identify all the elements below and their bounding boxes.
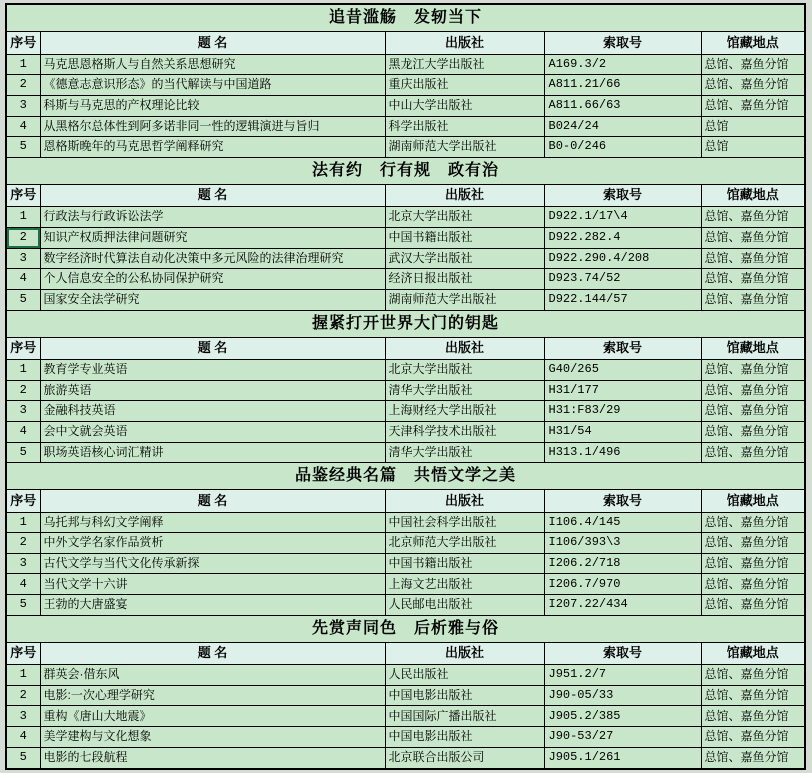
publisher-cell[interactable]: 上海财经大学出版社 (385, 401, 544, 422)
column-header[interactable]: 馆藏地点 (701, 32, 805, 54)
call-number-cell[interactable]: J90-05/33 (544, 685, 701, 706)
publisher-cell[interactable]: 武汉大学出版社 (385, 248, 544, 269)
publisher-cell[interactable]: 上海文艺出版社 (385, 574, 544, 595)
column-header[interactable]: 馆藏地点 (701, 337, 805, 359)
column-header[interactable]: 题 名 (40, 490, 385, 512)
book-title-cell[interactable]: 乌托邦与科幻文学阐释 (40, 512, 385, 533)
publisher-cell[interactable]: 中国国际广播出版社 (385, 706, 544, 727)
publisher-cell[interactable]: 人民邮电出版社 (385, 595, 544, 616)
call-number-cell[interactable]: D922.282.4 (544, 227, 701, 248)
publisher-cell[interactable]: 黑龙江大学出版社 (385, 54, 544, 75)
call-number-cell[interactable]: J905.1/261 (544, 747, 701, 769)
book-title-cell[interactable]: 马克思恩格斯人与自然关系思想研究 (40, 54, 385, 75)
publisher-cell[interactable]: 中国书籍出版社 (385, 553, 544, 574)
publisher-cell[interactable]: 北京大学出版社 (385, 207, 544, 228)
table-row (6, 401, 805, 422)
section-title[interactable]: 先赏声同色 后析雅与俗 (6, 615, 805, 642)
index-cell[interactable]: 5 (6, 442, 40, 463)
location-cell[interactable]: 总馆、嘉鱼分馆 (701, 553, 805, 574)
column-header-row (6, 337, 805, 359)
section-title-row (6, 4, 805, 32)
location-cell[interactable]: 总馆、嘉鱼分馆 (701, 685, 805, 706)
column-header[interactable]: 序号 (6, 184, 40, 206)
location-cell[interactable]: 总馆、嘉鱼分馆 (701, 269, 805, 290)
table-row (6, 137, 805, 158)
book-title-cell[interactable]: 科斯与马克思的产权理论比较 (40, 95, 385, 116)
book-title-cell[interactable]: 《德意志意识形态》的当代解读与中国道路 (40, 75, 385, 96)
publisher-cell[interactable]: 北京师范大学出版社 (385, 533, 544, 554)
column-header[interactable]: 索取号 (544, 490, 701, 512)
call-number-cell[interactable]: A811.21/66 (544, 75, 701, 96)
column-header-row (6, 184, 805, 206)
table-row (6, 227, 805, 248)
index-cell[interactable]: 4 (6, 269, 40, 290)
table-row (6, 727, 805, 748)
section-title-row (6, 463, 805, 490)
book-title-cell[interactable]: 王勃的大唐盛宴 (40, 595, 385, 616)
section-title[interactable]: 追昔滥觞 发轫当下 (6, 4, 805, 32)
index-cell-selected[interactable]: 2 (6, 227, 40, 248)
index-cell[interactable]: 1 (6, 512, 40, 533)
call-number-cell[interactable]: B0-0/246 (544, 137, 701, 158)
table-row (6, 207, 805, 228)
section-title-row (6, 157, 805, 184)
publisher-cell[interactable]: 经济日报出版社 (385, 269, 544, 290)
table-row (6, 269, 805, 290)
book-title-cell[interactable]: 旅游英语 (40, 380, 385, 401)
book-title-cell[interactable]: 行政法与行政诉讼法学 (40, 207, 385, 228)
call-number-cell[interactable]: H31:F83/29 (544, 401, 701, 422)
location-cell[interactable]: 总馆、嘉鱼分馆 (701, 706, 805, 727)
index-cell[interactable]: 3 (6, 553, 40, 574)
call-number-cell[interactable]: J905.2/385 (544, 706, 701, 727)
call-number-cell[interactable]: D922.144/57 (544, 289, 701, 310)
column-header[interactable]: 索取号 (544, 642, 701, 664)
publisher-cell[interactable]: 中国电影出版社 (385, 685, 544, 706)
publisher-cell[interactable]: 北京大学出版社 (385, 359, 544, 380)
index-cell[interactable]: 3 (6, 401, 40, 422)
location-cell[interactable]: 总馆、嘉鱼分馆 (701, 512, 805, 533)
index-cell[interactable]: 2 (6, 75, 40, 96)
location-cell[interactable]: 总馆、嘉鱼分馆 (701, 574, 805, 595)
call-number-cell[interactable]: G40/265 (544, 359, 701, 380)
index-cell[interactable]: 1 (6, 207, 40, 228)
table-row (6, 421, 805, 442)
location-cell[interactable]: 总馆、嘉鱼分馆 (701, 533, 805, 554)
column-header[interactable]: 题 名 (40, 337, 385, 359)
location-cell[interactable]: 总馆、嘉鱼分馆 (701, 665, 805, 686)
book-title-cell[interactable]: 群英会·借东风 (40, 665, 385, 686)
call-number-cell[interactable]: D923.74/52 (544, 269, 701, 290)
location-cell[interactable]: 总馆、嘉鱼分馆 (701, 595, 805, 616)
section-title-row (6, 615, 805, 642)
location-cell[interactable]: 总馆、嘉鱼分馆 (701, 380, 805, 401)
table-row (6, 442, 805, 463)
column-header-row (6, 490, 805, 512)
location-cell[interactable]: 总馆、嘉鱼分馆 (701, 359, 805, 380)
table-row (6, 574, 805, 595)
book-title-cell[interactable]: 职场英语核心词汇精讲 (40, 442, 385, 463)
call-number-cell[interactable]: H31/54 (544, 421, 701, 442)
publisher-cell[interactable]: 人民出版社 (385, 665, 544, 686)
book-title-cell[interactable]: 电影:一次心理学研究 (40, 685, 385, 706)
index-cell[interactable]: 2 (6, 533, 40, 554)
column-header[interactable]: 序号 (6, 32, 40, 54)
book-title-cell[interactable]: 数字经济时代算法自动化决策中多元风险的法律治理研究 (40, 248, 385, 269)
book-title-cell[interactable]: 恩格斯晚年的马克思哲学阐释研究 (40, 137, 385, 158)
publisher-cell[interactable]: 中山大学出版社 (385, 95, 544, 116)
book-title-cell[interactable]: 个人信息安全的公私协同保护研究 (40, 269, 385, 290)
call-number-cell[interactable]: A811.66/63 (544, 95, 701, 116)
book-title-cell[interactable]: 重构《唐山大地震》 (40, 706, 385, 727)
call-number-cell[interactable]: D922.1/17\4 (544, 207, 701, 228)
table-row (6, 706, 805, 727)
section-title[interactable]: 品鉴经典名篇 共悟文学之美 (6, 463, 805, 490)
call-number-cell[interactable]: H31/177 (544, 380, 701, 401)
library-booklist-table (5, 3, 806, 770)
index-cell[interactable]: 4 (6, 116, 40, 137)
book-title-cell[interactable]: 知识产权质押法律问题研究 (40, 227, 385, 248)
index-cell[interactable]: 5 (6, 595, 40, 616)
call-number-cell[interactable]: J951.2/7 (544, 665, 701, 686)
location-cell[interactable]: 总馆 (701, 137, 805, 158)
book-title-cell[interactable]: 从黑格尔总体性到阿多诺非同一性的逻辑演进与旨归 (40, 116, 385, 137)
index-cell[interactable]: 2 (6, 380, 40, 401)
call-number-cell[interactable]: I207.22/434 (544, 595, 701, 616)
table-row (6, 685, 805, 706)
location-cell[interactable]: 总馆、嘉鱼分馆 (701, 227, 805, 248)
location-cell[interactable]: 总馆 (701, 116, 805, 137)
table-row (6, 380, 805, 401)
column-header-row (6, 642, 805, 664)
publisher-cell[interactable]: 中国电影出版社 (385, 727, 544, 748)
book-title-cell[interactable]: 电影的七段航程 (40, 747, 385, 769)
call-number-cell[interactable]: H313.1/496 (544, 442, 701, 463)
publisher-cell[interactable]: 北京联合出版公司 (385, 747, 544, 769)
publisher-cell[interactable]: 清华大学出版社 (385, 380, 544, 401)
call-number-cell[interactable]: D922.290.4/208 (544, 248, 701, 269)
index-cell[interactable]: 1 (6, 665, 40, 686)
column-header[interactable]: 索取号 (544, 184, 701, 206)
index-cell[interactable]: 1 (6, 54, 40, 75)
location-cell[interactable]: 总馆、嘉鱼分馆 (701, 75, 805, 96)
book-title-cell[interactable]: 国家安全法学研究 (40, 289, 385, 310)
index-cell[interactable]: 3 (6, 706, 40, 727)
column-header[interactable]: 序号 (6, 642, 40, 664)
section-title-row (6, 310, 805, 337)
location-cell[interactable]: 总馆、嘉鱼分馆 (701, 95, 805, 116)
publisher-cell[interactable]: 天津科学技术出版社 (385, 421, 544, 442)
index-cell[interactable]: 5 (6, 289, 40, 310)
table-row (6, 665, 805, 686)
location-cell[interactable]: 总馆、嘉鱼分馆 (701, 401, 805, 422)
book-title-cell[interactable]: 当代文学十六讲 (40, 574, 385, 595)
table-row (6, 289, 805, 310)
publisher-cell[interactable]: 科学出版社 (385, 116, 544, 137)
index-cell[interactable]: 4 (6, 727, 40, 748)
column-header[interactable]: 索取号 (544, 32, 701, 54)
location-cell[interactable]: 总馆、嘉鱼分馆 (701, 54, 805, 75)
column-header[interactable]: 题 名 (40, 642, 385, 664)
publisher-cell[interactable]: 湖南师范大学出版社 (385, 289, 544, 310)
column-header[interactable]: 序号 (6, 490, 40, 512)
publisher-cell[interactable]: 湖南师范大学出版社 (385, 137, 544, 158)
book-title-cell[interactable]: 古代文学与当代文化传承新探 (40, 553, 385, 574)
column-header-row (6, 32, 805, 54)
index-cell[interactable]: 1 (6, 359, 40, 380)
publisher-cell[interactable]: 中国社会科学出版社 (385, 512, 544, 533)
location-cell[interactable]: 总馆、嘉鱼分馆 (701, 747, 805, 769)
table-row (6, 595, 805, 616)
call-number-cell[interactable]: I206.2/718 (544, 553, 701, 574)
book-title-cell[interactable]: 中外文学名家作品赏析 (40, 533, 385, 554)
column-header[interactable]: 出版社 (385, 490, 544, 512)
call-number-cell[interactable]: I206.7/970 (544, 574, 701, 595)
table-row (6, 359, 805, 380)
publisher-cell[interactable]: 中国书籍出版社 (385, 227, 544, 248)
column-header[interactable]: 序号 (6, 337, 40, 359)
publisher-cell[interactable]: 清华大学出版社 (385, 442, 544, 463)
table-row (6, 75, 805, 96)
column-header[interactable]: 题 名 (40, 184, 385, 206)
location-cell[interactable]: 总馆、嘉鱼分馆 (701, 248, 805, 269)
call-number-cell[interactable]: I106.4/145 (544, 512, 701, 533)
location-cell[interactable]: 总馆、嘉鱼分馆 (701, 421, 805, 442)
column-header[interactable]: 题 名 (40, 32, 385, 54)
table-row (6, 248, 805, 269)
index-cell[interactable]: 3 (6, 95, 40, 116)
section-title[interactable]: 法有约 行有规 政有治 (6, 157, 805, 184)
index-cell[interactable]: 4 (6, 421, 40, 442)
table-row (6, 553, 805, 574)
table-row (6, 116, 805, 137)
column-header[interactable]: 馆藏地点 (701, 184, 805, 206)
index-cell[interactable]: 5 (6, 747, 40, 769)
column-header[interactable]: 馆藏地点 (701, 490, 805, 512)
book-title-cell[interactable]: 美学建构与文化想象 (40, 727, 385, 748)
index-cell[interactable]: 2 (6, 685, 40, 706)
table-row (6, 512, 805, 533)
location-cell[interactable]: 总馆、嘉鱼分馆 (701, 207, 805, 228)
column-header[interactable]: 索取号 (544, 337, 701, 359)
table-row (6, 533, 805, 554)
column-header[interactable]: 出版社 (385, 184, 544, 206)
index-cell[interactable]: 3 (6, 248, 40, 269)
call-number-cell[interactable]: I106/393\3 (544, 533, 701, 554)
location-cell[interactable]: 总馆、嘉鱼分馆 (701, 442, 805, 463)
index-cell[interactable]: 4 (6, 574, 40, 595)
book-title-cell[interactable]: 金融科技英语 (40, 401, 385, 422)
call-number-cell[interactable]: J90-53/27 (544, 727, 701, 748)
column-header[interactable]: 出版社 (385, 337, 544, 359)
book-title-cell[interactable]: 教育学专业英语 (40, 359, 385, 380)
location-cell[interactable]: 总馆、嘉鱼分馆 (701, 289, 805, 310)
column-header[interactable]: 出版社 (385, 32, 544, 54)
table-row (6, 95, 805, 116)
table-row (6, 54, 805, 75)
location-cell[interactable]: 总馆、嘉鱼分馆 (701, 727, 805, 748)
section-title[interactable]: 握紧打开世界大门的钥匙 (6, 310, 805, 337)
call-number-cell[interactable]: B024/24 (544, 116, 701, 137)
column-header[interactable]: 馆藏地点 (701, 642, 805, 664)
table-row (6, 747, 805, 769)
publisher-cell[interactable]: 重庆出版社 (385, 75, 544, 96)
column-header[interactable]: 出版社 (385, 642, 544, 664)
call-number-cell[interactable]: A169.3/2 (544, 54, 701, 75)
index-cell[interactable]: 5 (6, 137, 40, 158)
book-title-cell[interactable]: 会中文就会英语 (40, 421, 385, 442)
